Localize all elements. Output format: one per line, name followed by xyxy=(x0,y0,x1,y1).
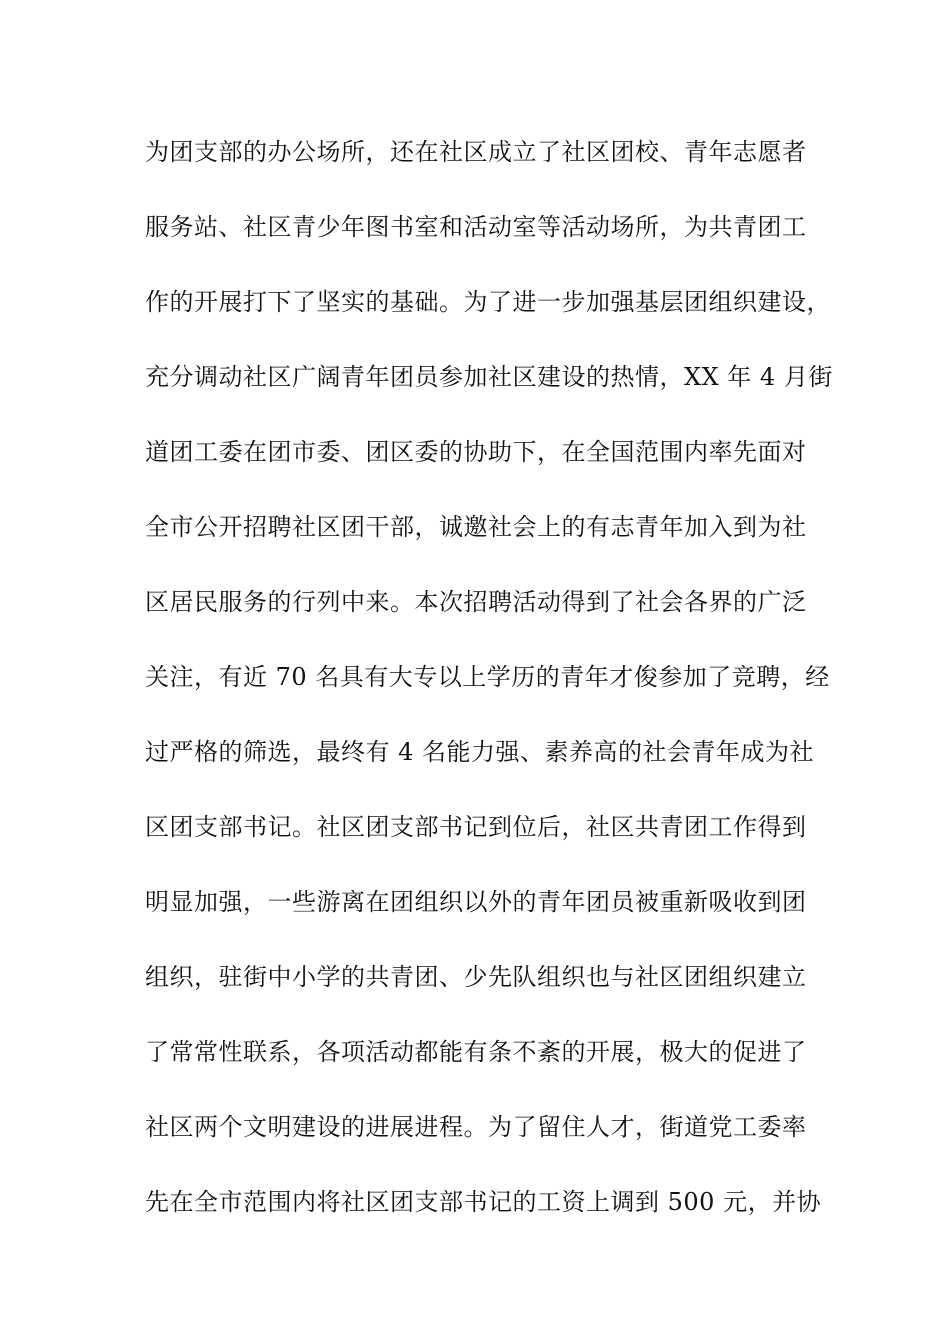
text-line: 道团工委在团市委、团区委的协助下，在全国范围内率先面对 xyxy=(145,438,807,466)
text-line: 过严格的筛选，最终有 4 名能力强、素养高的社会青年成为社 xyxy=(145,738,815,766)
text-line: 为团支部的办公场所，还在社区成立了社区团校、青年志愿者 xyxy=(145,138,807,166)
text-line: 区居民服务的行列中来。本次招聘活动得到了社会各界的广泛 xyxy=(145,588,807,616)
text-line: 服务站、社区青少年图书室和活动室等活动场所，为共青团工 xyxy=(145,213,807,241)
text-line: 区团支部书记。社区团支部书记到位后，社区共青团工作得到 xyxy=(145,813,807,841)
text-line: 作的开展打下了坚实的基础。为了进一步加强基层团组织建设， xyxy=(145,288,831,316)
text-line: 充分调动社区广阔青年团员参加社区建设的热情，XX 年 4 月街 xyxy=(145,363,833,391)
text-line: 社区两个文明建设的进展进程。为了留住人才，街道党工委率 xyxy=(145,1113,807,1141)
text-line: 组织，驻街中小学的共青团、少先队组织也与社区团组织建立 xyxy=(145,963,807,991)
text-line: 关注，有近 70 名具有大专以上学历的青年才俊参加了竞聘，经 xyxy=(145,663,830,691)
text-line: 先在全市范围内将社区团支部书记的工资上调到 500 元，并协 xyxy=(145,1188,822,1216)
body-paragraph xyxy=(145,127,845,1252)
text-line: 全市公开招聘社区团干部，诚邀社会上的有志青年加入到为社 xyxy=(145,513,807,541)
text-line: 了常常性联系，各项活动都能有条不紊的开展，极大的促进了 xyxy=(145,1038,807,1066)
text-line: 明显加强，一些游离在团组织以外的青年团员被重新吸收到团 xyxy=(145,888,807,916)
